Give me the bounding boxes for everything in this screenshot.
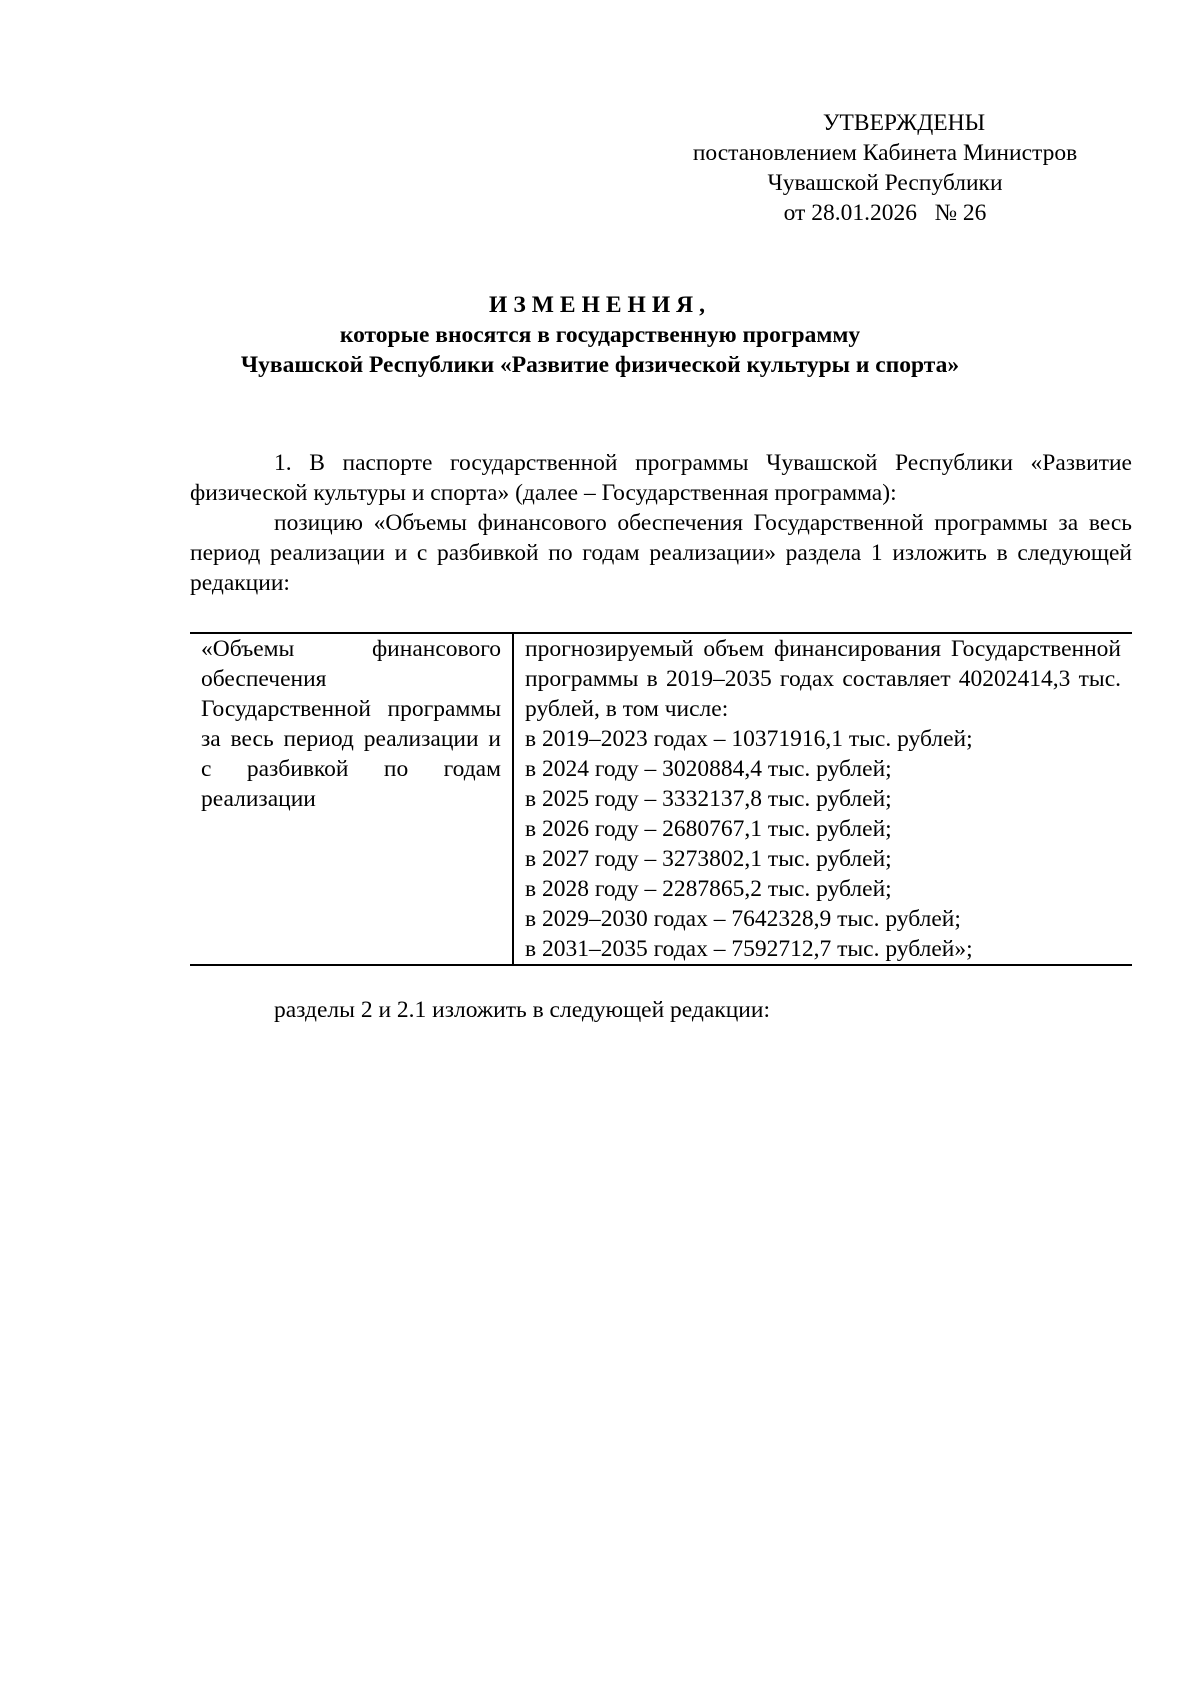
paragraph-3: разделы 2 и 2.1 изложить в следующей редакции: bbox=[274, 997, 770, 1023]
closing-paragraph bbox=[190, 995, 1132, 1025]
paragraph-1: 1. В паспорте государственной программы Чувашской Республики «Развитие физической культуры и спорта» (далее – Государственная программа): bbox=[190, 450, 1132, 506]
approval-heading: УТВЕРЖДЕНЫ bbox=[822, 110, 986, 136]
title-main: ИЗМЕНЕНИЯ, bbox=[489, 292, 711, 318]
list-item: в 2019–2023 годах – 10371916,1 тыс. рублей; bbox=[525, 726, 973, 752]
title-subtitle-1: которые вносятся в государственную программу bbox=[339, 322, 861, 348]
table-value-intro: прогнозируемый объем финансирования Государственной программы в 2019–2035 годах составляет 40202414,3 тыс. рублей, в том числе: bbox=[525, 636, 1121, 722]
list-item: в 2026 году – 2680767,1 тыс. рублей; bbox=[525, 816, 892, 842]
approval-line-2: Чувашской Республики bbox=[767, 170, 1003, 196]
list-item: в 2028 году – 2287865,2 тыс. рублей; bbox=[525, 876, 892, 902]
list-item: в 2027 году – 3273802,1 тыс. рублей; bbox=[525, 846, 892, 872]
list-item: в 2024 году – 3020884,4 тыс. рублей; bbox=[525, 756, 892, 782]
table-cell-position: «Объемы финансового обеспечения Государственной программы за весь период реализации и с разбивкой по годам реализации bbox=[190, 633, 513, 965]
list-item: в 2031–2035 годах – 7592712,7 тыс. рублей»; bbox=[525, 936, 973, 962]
document-title bbox=[150, 290, 1050, 380]
list-item: в 2025 году – 3332137,8 тыс. рублей; bbox=[525, 786, 892, 812]
paragraph-2: позицию «Объемы финансового обеспечения Государственной программы за весь период реализации и с разбивкой по годам реализации» раздела 1 изложить в следующей редакции: bbox=[190, 510, 1132, 596]
approval-line-1: постановлением Кабинета Министров bbox=[692, 140, 1078, 166]
table-cell-value bbox=[513, 633, 1132, 965]
body-paragraphs bbox=[190, 448, 1132, 598]
approval-block bbox=[640, 108, 1130, 228]
table-row bbox=[190, 633, 1132, 965]
approval-date-number: от 28.01.2026 № 26 bbox=[783, 200, 987, 226]
financing-table bbox=[190, 632, 1132, 966]
title-subtitle-2: Чувашской Республики «Развитие физической культуры и спорта» bbox=[240, 352, 960, 378]
list-item: в 2029–2030 годах – 7642328,9 тыс. рублей; bbox=[525, 906, 961, 932]
